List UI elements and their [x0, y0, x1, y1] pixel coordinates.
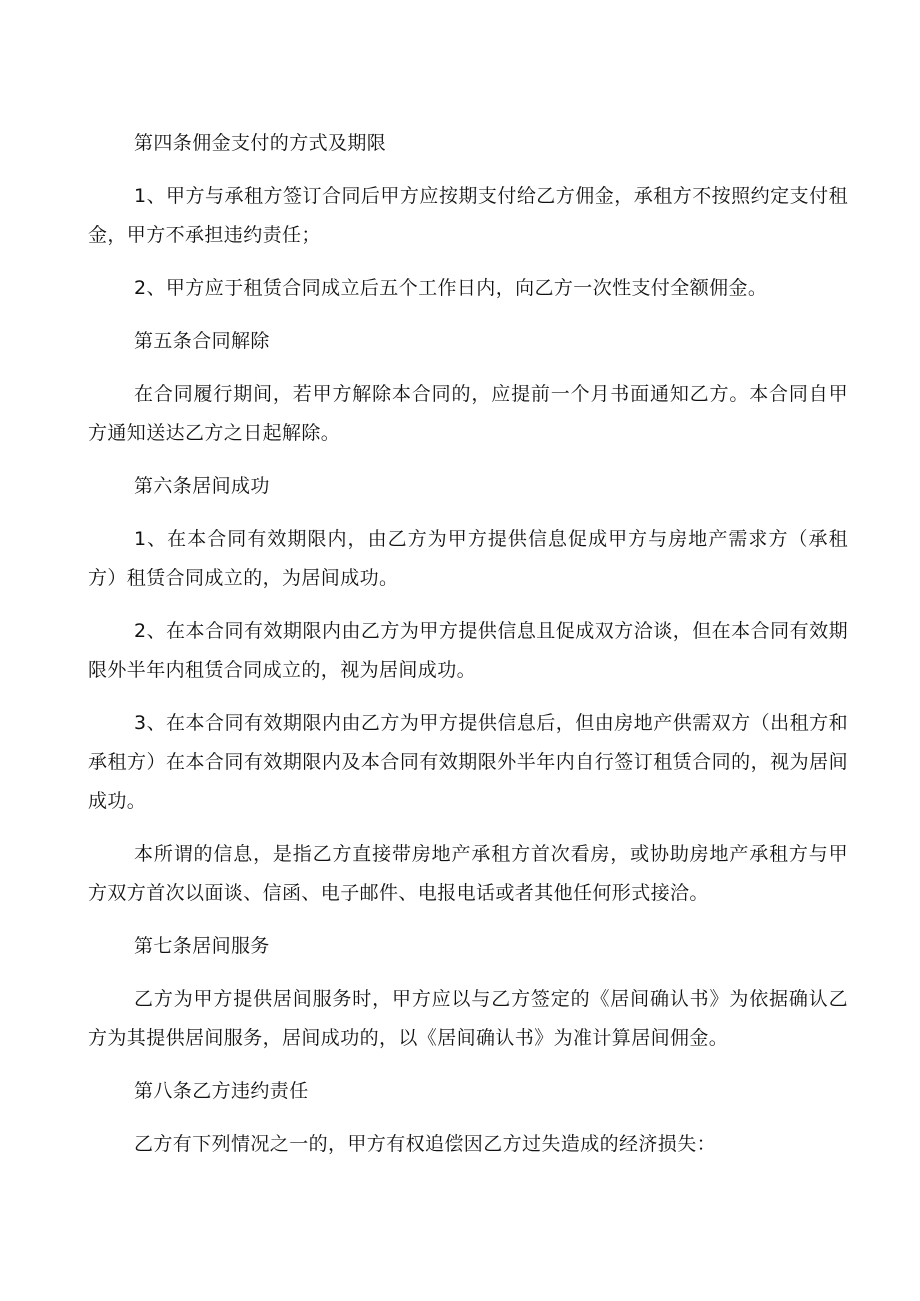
document-page	[88, 124, 848, 1178]
article-5-heading: 第五条合同解除	[134, 330, 270, 352]
article-5-body: 在合同履行期间，若甲方解除本合同的，应提前一个月书面通知乙方。本合同自甲方通知送达乙方之日起解除。	[88, 383, 848, 444]
article-6-item-1: 1、在本合同有效期限内，由乙方为甲方提供信息促成甲方与房地产需求方（承租方）租赁合同成立的，为居间成功。	[88, 528, 848, 589]
article-4-item-2: 2、甲方应于租赁合同成立后五个工作日内，向乙方一次性支付全额佣金。	[134, 277, 768, 299]
article-6-heading: 第六条居间成功	[134, 475, 270, 497]
article-7-body: 乙方为甲方提供居间服务时，甲方应以与乙方签定的《居间确认书》为依据确认乙方为其提供居间服务，居间成功的，以《居间确认书》为准计算居间佣金。	[88, 988, 848, 1049]
article-7-heading: 第七条居间服务	[134, 935, 270, 957]
article-4-heading: 第四条佣金支付的方式及期限	[134, 132, 387, 154]
article-8-heading: 第八条乙方违约责任	[134, 1080, 309, 1102]
article-4-item-1: 1、甲方与承租方签订合同后甲方应按期支付给乙方佣金，承租方不按照约定支付租金，甲方不承担违约责任；	[88, 185, 848, 246]
article-6-note: 本所谓的信息，是指乙方直接带房地产承租方首次看房，或协助房地产承租方与甲方双方首次以面谈、信函、电子邮件、电报电话或者其他任何形式接洽。	[88, 843, 848, 904]
article-6-item-2: 2、在本合同有效期限内由乙方为甲方提供信息且促成双方洽谈，但在本合同有效期限外半年内租赁合同成立的，视为居间成功。	[88, 620, 848, 681]
article-8-body: 乙方有下列情况之一的，甲方有权追偿因乙方过失造成的经济损失：	[134, 1133, 717, 1155]
article-6-item-3: 3、在本合同有效期限内由乙方为甲方提供信息后，但由房地产供需双方（出租方和承租方）在本合同有效期限内及本合同有效期限外半年内自行签订租赁合同的，视为居间成功。	[88, 712, 848, 812]
